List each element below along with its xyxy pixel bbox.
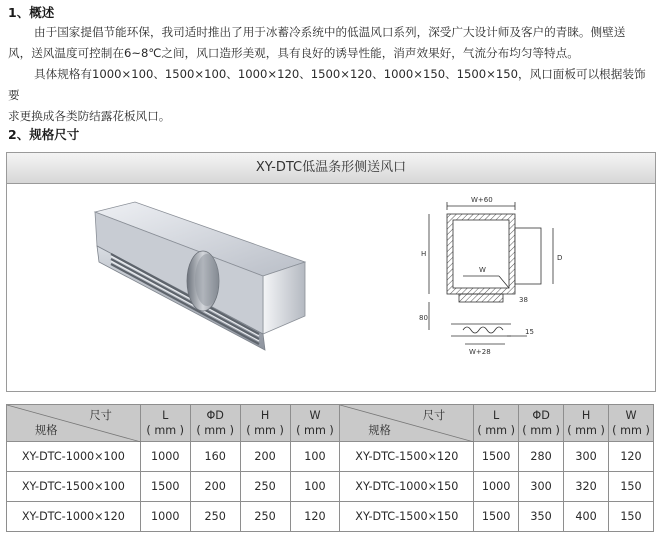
- col-header-w: W ( mm ): [290, 405, 340, 442]
- corner-header-right: 尺寸 规格: [340, 405, 474, 442]
- dim-15-label: 15: [525, 328, 534, 336]
- col-header-d-2: ΦD ( mm ): [519, 405, 564, 442]
- table-header-row: [7, 405, 654, 442]
- section-2-title: 2、规格尺寸: [8, 127, 80, 142]
- spec-table: [6, 404, 654, 532]
- product-panel: [6, 152, 656, 392]
- dim-w28-label: W+28: [469, 348, 491, 356]
- product-name: XY-DTC低温条形侧送风口: [7, 153, 655, 184]
- table-row: XY-DTC-1000×120 1000 250 250 120 XY-DTC-1500×150 1500 350 400 150: [7, 502, 654, 532]
- overview-line-2: 风，送风温度可控制在6~8℃之间，风口造形美观，具有良好的诱导性能，消声效果好，气流分布均匀等特点。: [8, 46, 579, 60]
- overview-line-4: 求更换成各类防结露花板风口。: [8, 109, 171, 123]
- dim-80-label: 80: [419, 314, 428, 322]
- section-1-title: 1、概述: [8, 5, 55, 20]
- col-header-l: L ( mm ): [140, 405, 190, 442]
- col-header-d: ΦD ( mm ): [190, 405, 240, 442]
- dim-d-label: D: [557, 254, 563, 262]
- col-header-w-2: W ( mm ): [608, 405, 653, 442]
- col-header-h: H ( mm ): [240, 405, 290, 442]
- overview-paragraph-1: [8, 22, 656, 127]
- overview-line-1: 由于国家提倡节能环保，我司适时推出了用于冰蓄冷系统中的低温风口系列，深受广大设计师及客户的青睐。侧壁送: [34, 25, 626, 39]
- corner-model-label: 规格: [35, 424, 58, 437]
- table-row: XY-DTC-1000×100 1000 160 200 100 XY-DTC-1500×120 1500 280 300 120: [7, 442, 654, 472]
- corner-size-label: 尺寸: [89, 409, 112, 422]
- product-photo: [7, 184, 407, 390]
- overview-line-3: 具体规格有1000×100、1500×100、1000×120、1500×120、1000×150、1500×150，风口面板可以根据装饰要: [8, 67, 646, 102]
- table-row: XY-DTC-1500×100 1500 200 250 100 XY-DTC-1000×150 1000 300 320 150: [7, 472, 654, 502]
- dimension-drawing: [407, 184, 655, 390]
- dim-h-label: H: [421, 250, 427, 258]
- dim-38-label: 38: [519, 296, 528, 304]
- dim-w60-label: W+60: [471, 196, 493, 204]
- col-header-h-2: H ( mm ): [564, 405, 609, 442]
- col-header-l-2: L ( mm ): [474, 405, 519, 442]
- corner-header-left: [7, 405, 141, 442]
- dim-w-label: W: [479, 266, 486, 274]
